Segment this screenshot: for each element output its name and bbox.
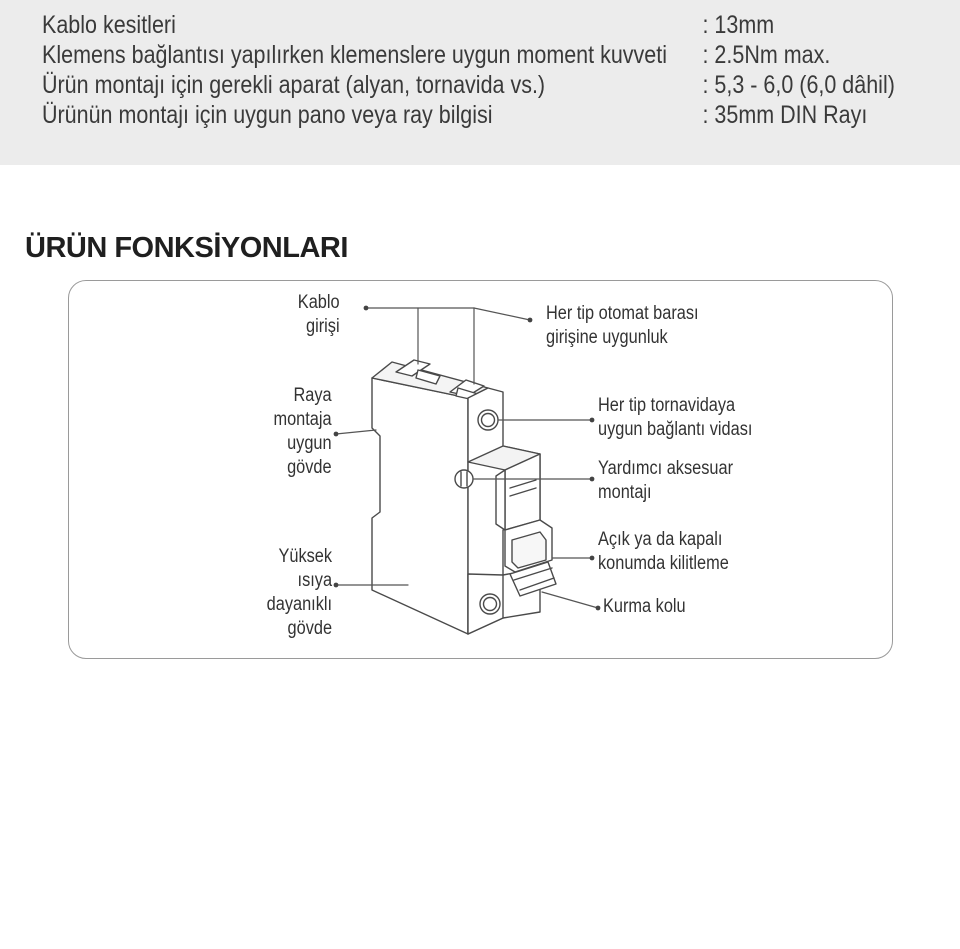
callout-line: gövde bbox=[287, 457, 332, 478]
callout-line: Raya bbox=[293, 385, 332, 406]
spec-label: Ürün montajı için gerekli aparat (alyan, tornavida vs.) bbox=[42, 71, 546, 99]
callout-screw bbox=[598, 394, 778, 442]
callout-lever bbox=[603, 595, 699, 619]
callout-accessory bbox=[598, 457, 755, 505]
callout-line: Her tip tornavidaya bbox=[598, 395, 736, 416]
callout-line: Her tip otomat barası bbox=[546, 303, 699, 324]
callout-line: girişi bbox=[306, 316, 340, 337]
callout-lock bbox=[598, 528, 750, 576]
callout-line: dayanıklı bbox=[266, 594, 332, 615]
callout-line: ısıya bbox=[297, 570, 332, 591]
section-title: ÜRÜN FONKSİYONLARI bbox=[25, 232, 348, 264]
accessory-pin-icon bbox=[455, 470, 473, 488]
callout-line: gövde bbox=[287, 618, 332, 639]
spec-value: : 35mm DIN Rayı bbox=[702, 101, 868, 129]
callout-heat-body bbox=[256, 545, 332, 641]
callout-rail-body bbox=[264, 384, 332, 480]
callout-busbar bbox=[546, 302, 723, 350]
callout-line: Kurma kolu bbox=[603, 596, 686, 617]
callout-line: Açık ya da kapalı bbox=[598, 529, 723, 550]
callout-line: Kablo bbox=[298, 292, 340, 313]
callout-line: montaja bbox=[273, 409, 332, 430]
callout-cable-entry bbox=[291, 291, 340, 339]
callout-line: girişine uygunluk bbox=[546, 327, 668, 348]
callout-line: konumda kilitleme bbox=[598, 553, 729, 574]
spec-label: Ürünün montajı için uygun pano veya ray bilgisi bbox=[42, 101, 493, 129]
spec-value: : 13mm bbox=[702, 11, 775, 39]
spec-value: : 5,3 - 6,0 (6,0 dâhil) bbox=[702, 71, 895, 99]
spec-label: Klemens bağlantısı yapılırken klemenslere uygun moment kuvveti bbox=[42, 41, 668, 69]
spec-label: Kablo kesitleri bbox=[42, 11, 176, 39]
spec-value: : 2.5Nm max. bbox=[702, 41, 831, 69]
callout-line: uygun bbox=[287, 433, 332, 454]
breaker-body bbox=[372, 360, 556, 634]
callout-line: montajı bbox=[598, 482, 652, 503]
callout-line: Yardımcı aksesuar bbox=[598, 458, 734, 479]
callout-line: Yüksek bbox=[278, 546, 332, 567]
callout-line: uygun bağlantı vidası bbox=[598, 419, 753, 440]
